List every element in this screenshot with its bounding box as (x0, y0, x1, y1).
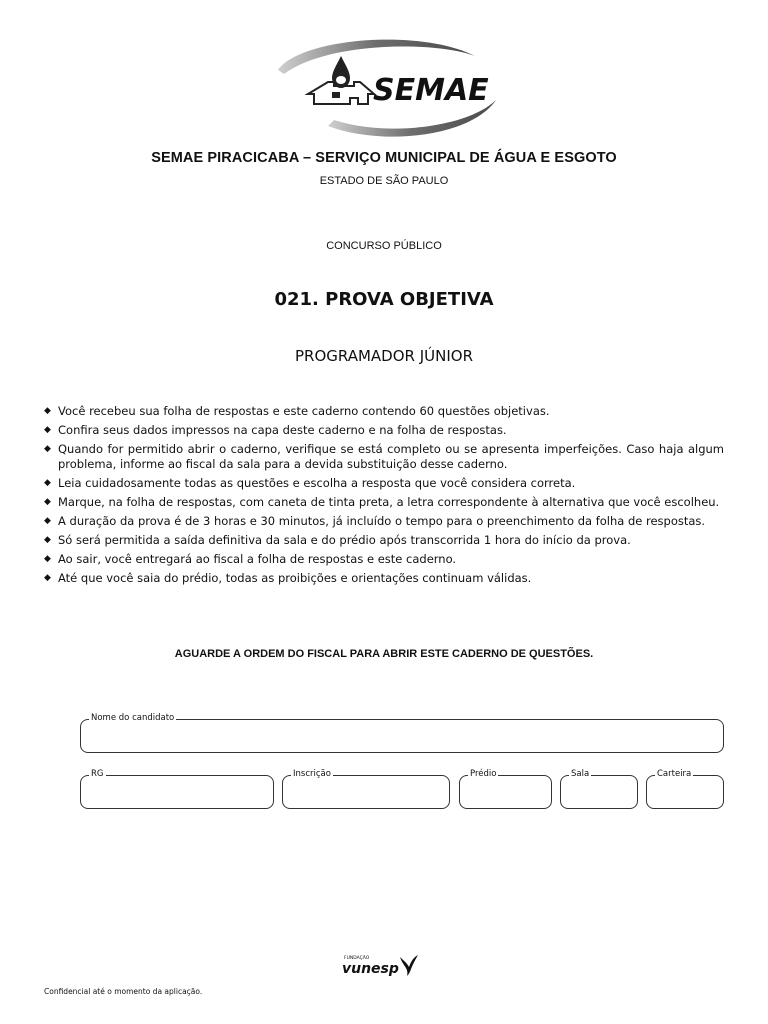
diamond-bullet-icon: ◆ (44, 425, 51, 435)
diamond-bullet-icon: ◆ (44, 406, 51, 416)
logo-text: SEMAE (373, 73, 489, 108)
diamond-bullet-icon: ◆ (44, 573, 51, 583)
vunesp-logo (342, 953, 422, 985)
inscricao-field[interactable] (282, 769, 450, 809)
instruction-item: ◆ Marque, na folha de respostas, com caneta de tinta preta, a letra correspondente à alternativa que você escolheu. (44, 495, 720, 509)
instruction-item: ◆ Você recebeu sua folha de respostas e este caderno contendo 60 questões objetivas. (44, 404, 550, 418)
diamond-bullet-icon: ◆ (44, 516, 51, 526)
instruction-item: ◆ Confira seus dados impressos na capa deste caderno e na folha de respostas. (44, 423, 507, 437)
semae-logo (270, 34, 500, 140)
vunesp-bird-icon (398, 953, 420, 977)
sala-label: Sala (571, 769, 590, 779)
vunesp-wordmark: vunesp (342, 961, 399, 977)
organization-title: SEMAE PIRACICABA – SERVIÇO MUNICIPAL DE ÁGUA E ESGOTO (151, 150, 617, 166)
carteira-field[interactable] (646, 769, 724, 809)
organization-subtitle: ESTADO DE SÃO PAULO (319, 175, 449, 187)
instruction-item: ◆ Leia cuidadosamente todas as questões e escolha a resposta que você considera correta. (44, 476, 576, 490)
instruction-item: ◆ Ao sair, você entregará ao fiscal a folha de respostas e este caderno. (44, 552, 457, 566)
diamond-bullet-icon: ◆ (44, 497, 51, 507)
rg-field[interactable] (80, 769, 274, 809)
diamond-bullet-icon: ◆ (44, 535, 51, 545)
confidential-note: Confidencial até o momento da aplicação. (44, 987, 203, 996)
instruction-item: ◆ Só será permitida a saída definitiva da sala e do prédio após transcorrida 1 hora do início da prova. (44, 533, 631, 547)
instruction-item: ◆ Quando for permitido abrir o caderno, verifique se está completo ou se apresenta imperfeições. Caso haja algum problema, informe ao fiscal da sala para a devida substituição desse caderno. (44, 442, 724, 471)
diamond-bullet-icon: ◆ (44, 444, 51, 454)
predio-label: Prédio (470, 769, 497, 779)
exam-title: 021. PROVA OBJETIVA (274, 289, 494, 310)
diamond-bullet-icon: ◆ (44, 554, 51, 564)
inscricao-label: Inscrição (293, 769, 331, 779)
candidate-name-label: Nome do candidato (91, 713, 175, 723)
wait-notice: AGUARDE A ORDEM DO FISCAL PARA ABRIR ESTE CADERNO DE QUESTÕES. (174, 648, 594, 660)
diamond-bullet-icon: ◆ (44, 478, 51, 488)
candidate-name-field[interactable] (80, 713, 724, 753)
instruction-item: ◆ A duração da prova é de 3 horas e 30 minutos, já incluído o tempo para o preenchimento da folha de respostas. (44, 514, 706, 528)
rg-label: RG (91, 769, 104, 779)
sala-field[interactable] (560, 769, 638, 809)
exam-position: PROGRAMADOR JÚNIOR (294, 347, 473, 365)
carteira-label: Carteira (657, 769, 692, 779)
semae-logo-graphic (270, 34, 500, 140)
instruction-item: ◆ Até que você saia do prédio, todas as proibições e orientações continuam válidas. (44, 571, 532, 585)
predio-field[interactable] (459, 769, 552, 809)
fundacao-label: FUNDAÇÃO (344, 956, 370, 961)
instructions-list (44, 404, 724, 590)
exam-type: CONCURSO PÚBLICO (326, 240, 442, 252)
